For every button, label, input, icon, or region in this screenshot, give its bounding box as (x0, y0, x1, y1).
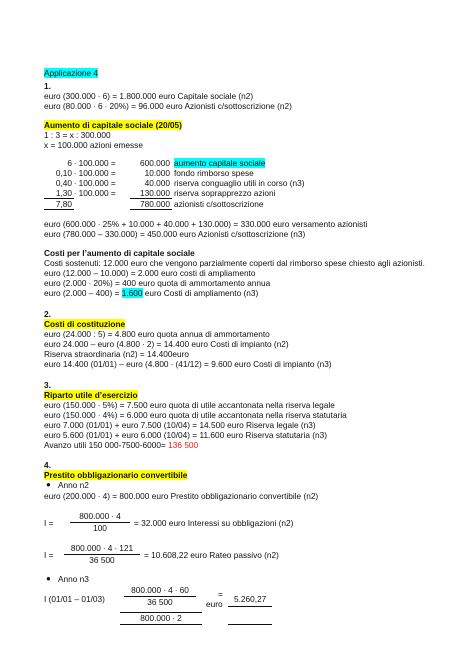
section-title-prestito: Prestito obbligazionario convertibile (44, 470, 188, 480)
highlighted-value: 1.600 (121, 288, 143, 298)
text-line: euro (150.000 ∙ 4%) = 6.000 euro quota di utile accantonata nella riserva statutaria (44, 410, 347, 420)
fraction-numerator: 800.000 ∙ 4 ∙ 60 (131, 585, 189, 595)
bullet-text: Anno n3 (58, 574, 89, 584)
equals-sign: = (218, 589, 223, 599)
text-line: euro 5.600 (01/01) + euro 6.000 (10/04) = 11.600 euro Riserva statutaria (n3) (44, 430, 328, 440)
text-line: Costi sostenuti: 12.000 euro che vengono parzialmente coperti dal rimborso spese chiesto agli azionisti. (44, 258, 425, 268)
text-part: euro (2.000 – 400) = (44, 288, 122, 298)
formula-label: I (01/01 – 01/03) (44, 594, 105, 604)
table-cell: ∙ 100.000 = (74, 178, 116, 188)
text-line: euro (300.000 ∙ 6) = 1.800.000 euro Capitale sociale (n2) (44, 91, 254, 101)
item-number-1: 1. (44, 81, 51, 91)
fraction-numerator: 800.000 ∙ 4 (79, 511, 121, 521)
text-line: euro 7.000 (01/01) + euro 7.500 (10/04) = 14.500 euro Riserva legale (n3) (44, 420, 316, 430)
fraction-numerator: 800.000 ∙ 2 (140, 613, 182, 623)
item-number-2: 2. (44, 309, 51, 319)
formula-result: = 10.608,22 euro Rateo passivo (n2) (144, 550, 279, 560)
table-cell: 0,10 (55, 168, 72, 178)
formula-result: 5.260,27 (234, 594, 267, 604)
fraction-bar (120, 624, 202, 625)
red-value: 136 500 (168, 440, 199, 450)
formula-label: I = (44, 518, 54, 528)
text-part: euro Costi di ampliamento (n3) (142, 288, 259, 298)
fraction-denominator: 36 500 (89, 555, 115, 565)
formula-result: = 32.000 euro Interessi su obbligazioni (n2) (134, 518, 294, 528)
text-line: euro (200.000 ∙ 4) = 800.000 euro Prestito obbligazionario convertibile (n2) (44, 491, 319, 501)
text-line: euro (150.000 ∙ 5%) = 7.500 euro quota di utile accantonata nella riserva legale (44, 400, 335, 410)
total-rule (44, 209, 74, 210)
bullet-text: Anno n2 (58, 480, 89, 490)
fraction-denominator: 100 (93, 523, 107, 533)
section-title-riparto: Riparto utile d’esercizio (44, 390, 138, 400)
equation: 1 : 3 = x : 300.000 (44, 130, 111, 140)
text-line: euro (600.000 ∙ 25% + 10.000 + 40.000 + 130.000) = 330.000 euro versamento azionisti (44, 219, 368, 229)
section-title-costituzione: Costi di costituzione (44, 319, 126, 329)
text-part: Avanzo utili 150 000-7500-6000= (44, 440, 169, 450)
table-cell: ∙ 100.000 = (74, 188, 116, 198)
text-line: euro (12.000 – 10.000) = 2.000 euro costi di ampliamento (44, 268, 256, 278)
item-number-4: 4. (44, 460, 51, 470)
table-cell: 130.000 (140, 188, 170, 198)
text-line: euro (2.000 ∙ 20%) = 400 euro quota di ammortamento annua (44, 278, 271, 288)
currency-label: euro (206, 599, 223, 609)
formula-label: I = (44, 550, 54, 560)
table-cell: ∙ 100.000 = (74, 168, 116, 178)
text-line: euro 14.400 (01/01) – euro (4.800 ∙ (41/12) = 9.600 euro Costi di impianto (n3) (44, 359, 332, 369)
section-title-aumento: Aumento di capitale sociale (20/05) (44, 120, 182, 130)
text-line: Riserva straordinaria (n2) = 14.400euro (44, 349, 190, 359)
section-title-costi-aumento: Costi per l’aumento di capitale sociale (44, 248, 195, 258)
item-number-3: 3. (44, 380, 51, 390)
text-line (44, 440, 198, 450)
table-cell: aumento capitale sociale (174, 158, 266, 168)
table-cell: 600.000 (140, 158, 170, 168)
table-cell: 1,30 (55, 188, 72, 198)
equation: x = 100.000 azioni emesse (44, 140, 143, 150)
text-line: euro (780.000 – 330.000) = 450.000 euro Azionisti c/sottoscrizione (n3) (44, 229, 306, 239)
bullet-icon: ● (46, 574, 51, 583)
result-rule (228, 624, 272, 625)
table-cell: 6 (67, 158, 72, 168)
fraction-denominator: 36 500 (147, 597, 173, 607)
result-rule (228, 606, 272, 607)
total-rule (130, 209, 172, 210)
bullet-icon: ● (46, 480, 51, 489)
table-cell: 10.000 (144, 168, 170, 178)
table-cell: 0,40 (55, 178, 72, 188)
table-cell: riserva soprapprezzo azioni (174, 188, 276, 198)
text-line (44, 288, 258, 298)
fraction-numerator: 800.000 ∙ 4 ∙ 121 (70, 543, 134, 553)
table-cell: riserva conguaglio utili in corso (n3) (174, 178, 305, 188)
table-cell: fondo rimborso spese (174, 168, 254, 178)
text-line: euro 24.000 – euro (4.800 ∙ 2) = 14.400 euro Costi di impianto (n2) (44, 339, 289, 349)
text-line: euro (80.000 ∙ 6 ∙ 20%) = 96.000 euro Azionisti c/sottoscrizione (n2) (44, 101, 292, 111)
table-cell-total: 780.000 (140, 199, 170, 209)
table-cell: 40.000 (144, 178, 170, 188)
application-title: Applicazione 4 (44, 68, 98, 78)
table-cell: azionisti c/sottoscrizione (174, 199, 264, 209)
table-cell: ∙ 100.000 = (74, 158, 116, 168)
table-cell-total: 7,80 (55, 199, 72, 209)
text-line: euro (24.000 : 5) = 4.800 euro quota annua di ammortamento (44, 329, 270, 339)
